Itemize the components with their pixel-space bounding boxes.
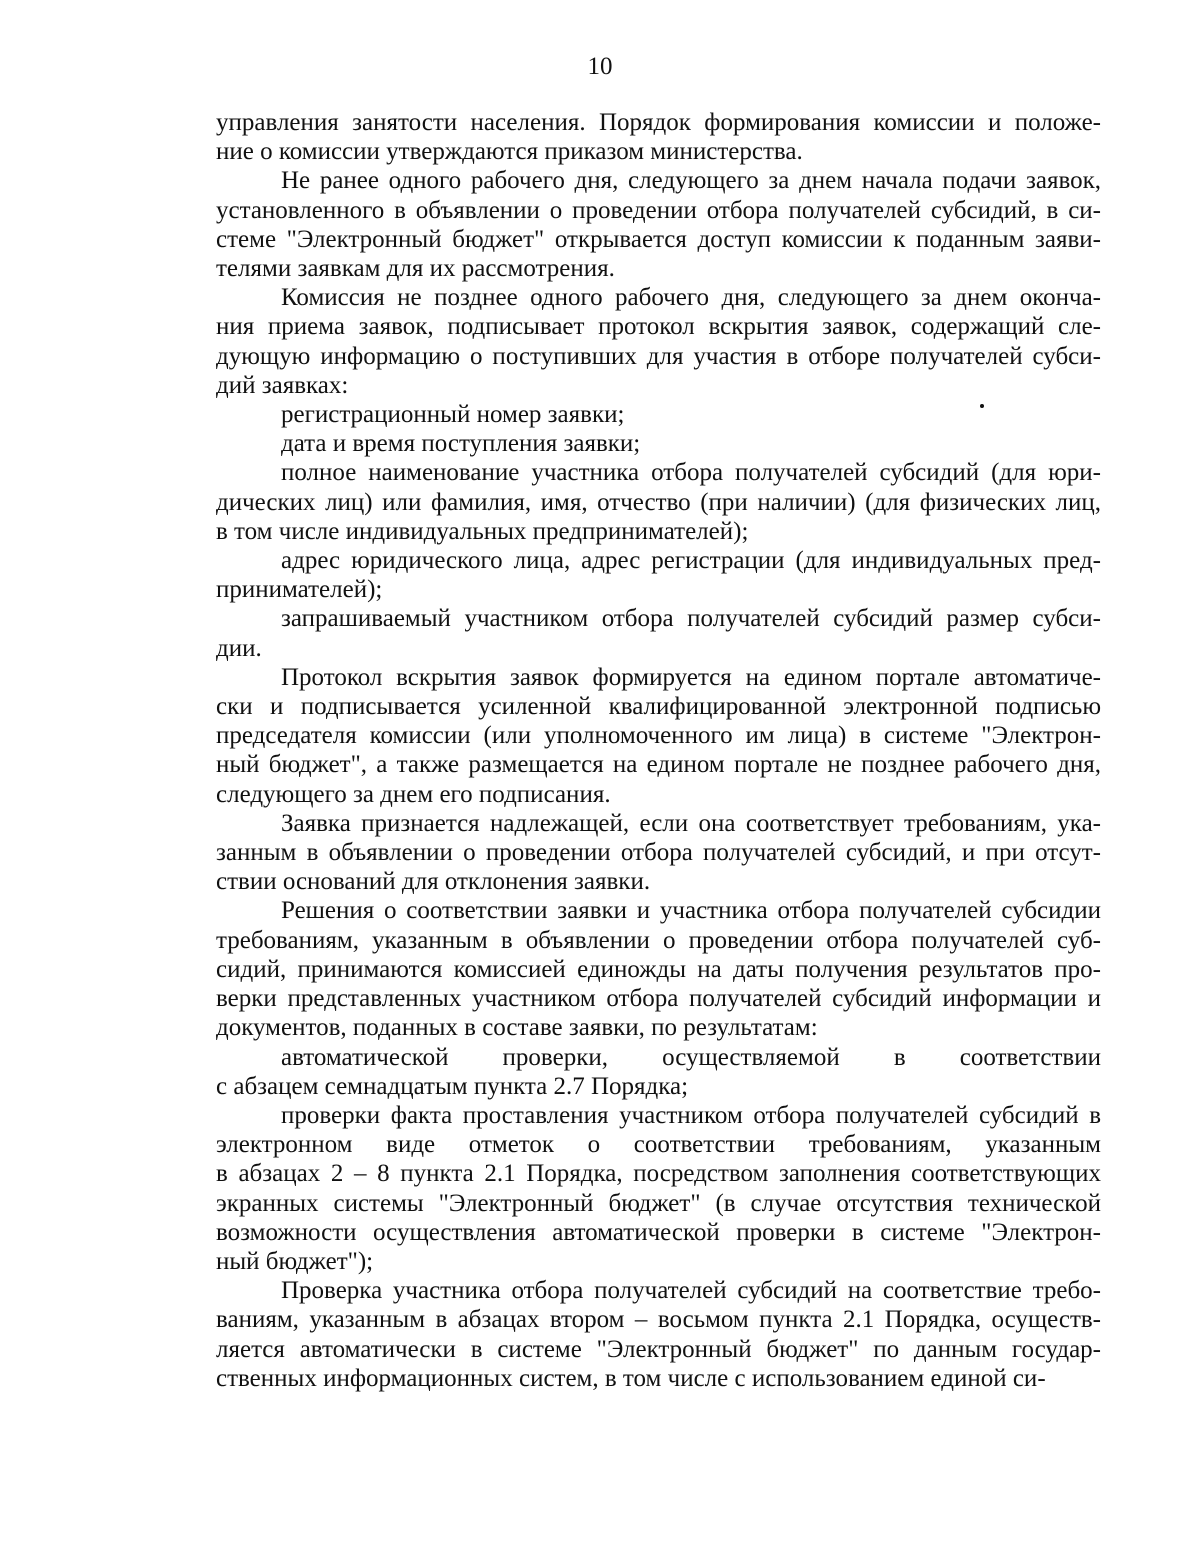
text-line: запрашиваемый участником отбора получателей субсидий размер субси- <box>281 605 1101 633</box>
text-line: дий заявках: <box>216 371 349 399</box>
page-number: 10 <box>587 53 613 80</box>
paragraph <box>216 546 1101 604</box>
text-line: дии. <box>216 634 262 662</box>
text-line: автоматической проверки, осуществляемой в соответствии <box>281 1043 1101 1071</box>
paragraph <box>216 896 1101 1042</box>
paragraph <box>216 429 1101 458</box>
paragraph <box>216 1276 1101 1393</box>
text-line: требованиям, указанным в объявлении о проведении отбора получателей суб- <box>216 926 1101 954</box>
text-line: документов, поданных в составе заявки, по результатам: <box>216 1014 818 1042</box>
text-line: установленного в объявлении о проведении отбора получателей субсидий, в си- <box>216 196 1101 224</box>
text-line: ный бюджет"); <box>216 1247 374 1275</box>
text-line: в абзацах 2 – 8 пункта 2.1 Порядка, посредством заполнения соответствующих <box>216 1160 1101 1188</box>
text-line: в том числе индивидуальных предпринимателей); <box>216 517 749 545</box>
text-line: Проверка участника отбора получателей субсидий на соответствие требо- <box>281 1277 1101 1305</box>
text-line: ние о комиссии утверждаются приказом министерства. <box>216 138 803 166</box>
paragraph <box>216 604 1101 662</box>
text-line: адрес юридического лица, адрес регистрации (для индивидуальных пред- <box>281 547 1101 575</box>
paragraph <box>216 809 1101 897</box>
text-line: проверки факта проставления участником отбора получателей субсидий в <box>281 1101 1101 1129</box>
paragraph <box>216 663 1101 809</box>
text-line: председателя комиссии (или уполномоченного им лица) в системе "Электрон- <box>216 722 1101 750</box>
text-line: телями заявкам для их рассмотрения. <box>216 255 615 283</box>
text-line: регистрационный номер заявки; <box>281 401 625 429</box>
text-line: стеме "Электронный бюджет" открывается доступ комиссии к поданным заяви- <box>216 225 1101 253</box>
text-line: верки представленных участником отбора получателей субсидий информации и <box>216 985 1101 1013</box>
text-line: ния приема заявок, подписывает протокол вскрытия заявок, содержащий сле- <box>216 313 1101 341</box>
text-line: ляется автоматически в системе "Электронный бюджет" по данным государ- <box>216 1335 1101 1363</box>
text-line: Заявка признается надлежащей, если она соответствует требованиям, ука- <box>281 809 1101 837</box>
body-text <box>216 108 1101 1393</box>
text-line: ствии оснований для отклонения заявки. <box>216 868 651 896</box>
paragraph <box>216 400 1101 429</box>
text-line: принимателей); <box>216 576 383 604</box>
text-line: Решения о соответствии заявки и участника отбора получателей субсидии <box>281 897 1101 925</box>
text-line: дующую информацию о поступивших для участия в отборе получателей субси- <box>216 342 1101 370</box>
paragraph <box>216 1101 1101 1276</box>
text-line: ски и подписывается усиленной квалифицированной электронной подписью <box>216 693 1101 721</box>
paragraph <box>216 108 1101 166</box>
text-line: ственных информационных систем, в том числе с использованием единой си- <box>216 1364 1046 1392</box>
text-line: с абзацем семнадцатым пункта 2.7 Порядка; <box>216 1072 689 1100</box>
paragraph <box>216 283 1101 400</box>
text-line: полное наименование участника отбора получателей субсидий (для юри- <box>281 459 1101 487</box>
text-line: Протокол вскрытия заявок формируется на едином портале автоматиче- <box>281 663 1101 691</box>
paragraph <box>216 458 1101 546</box>
text-line: управления занятости населения. Порядок формирования комиссии и положе- <box>216 109 1101 136</box>
paragraph <box>216 166 1101 283</box>
text-line: электронном виде отметок о соответствии требованиям, указанным <box>216 1131 1101 1159</box>
text-line: ваниям, указанным в абзацах втором – восьмом пункта 2.1 Порядка, осуществ- <box>216 1306 1101 1334</box>
text-line: сидий, принимаются комиссией единожды на даты получения результатов про- <box>216 955 1101 983</box>
text-line: дических лиц) или фамилия, имя, отчество (при наличии) (для физических лиц, <box>216 488 1101 516</box>
scan-speck <box>980 404 984 408</box>
paragraph <box>216 1043 1101 1101</box>
text-line: дата и время поступления заявки; <box>281 430 641 458</box>
text-line: ный бюджет", а также размещается на едином портале не позднее рабочего дня, <box>216 751 1101 779</box>
text-line: следующего за днем его подписания. <box>216 780 611 808</box>
text-line: занным в объявлении о проведении отбора получателей субсидий, и при отсут- <box>216 839 1101 867</box>
text-line: экранных системы "Электронный бюджет" (в случае отсутствия технической <box>216 1189 1101 1217</box>
text-line: Комиссия не позднее одного рабочего дня, следующего за днем оконча- <box>281 284 1101 312</box>
text-line: возможности осуществления автоматической проверки в системе "Электрон- <box>216 1218 1101 1246</box>
text-line: Не ранее одного рабочего дня, следующего за днем начала подачи заявок, <box>281 167 1101 195</box>
